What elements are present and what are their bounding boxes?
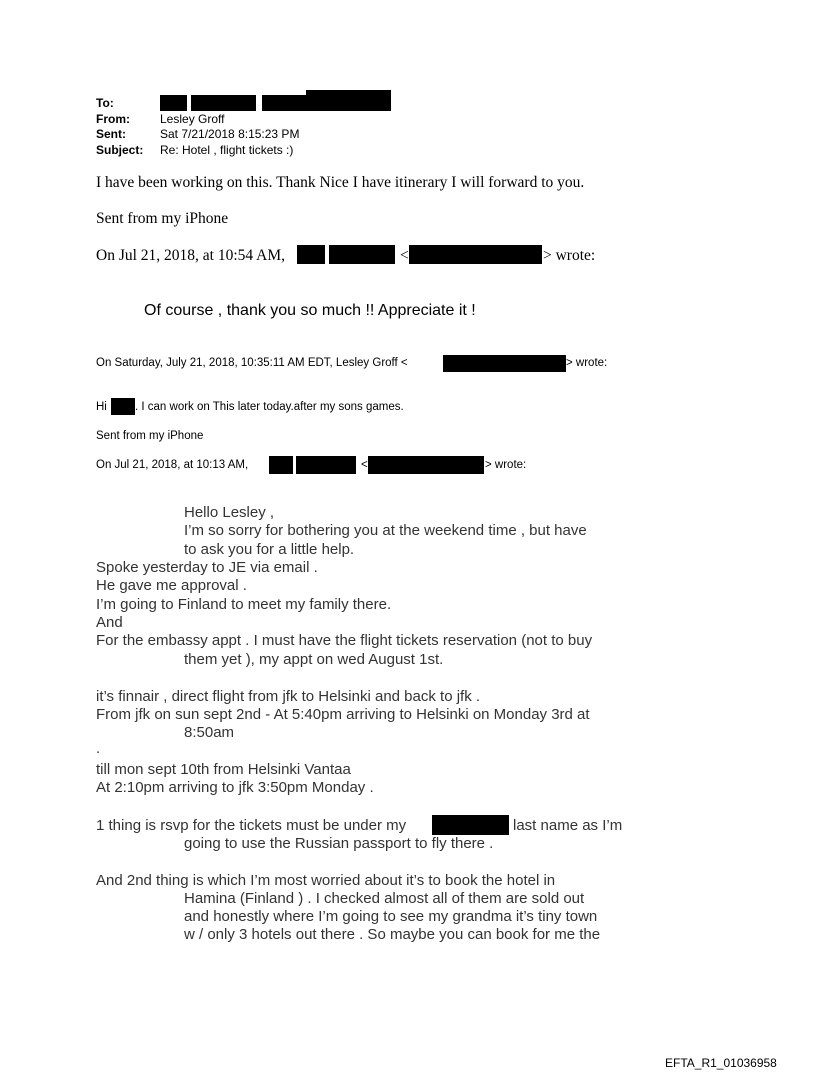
subject-label: Subject: xyxy=(96,143,144,157)
redaction-box xyxy=(111,398,135,415)
message-line: till mon sept 10th from Helsinki Vantaa xyxy=(96,761,351,778)
message-line: Spoke yesterday to JE via email . xyxy=(96,559,318,576)
message-line: Hamina (Finland ) . I checked almost all of them are sold out xyxy=(184,890,585,907)
message-line: And xyxy=(96,614,123,631)
redaction-box xyxy=(191,95,256,111)
message-line: I’m so sorry for bothering you at the weekend time , but have xyxy=(184,522,587,539)
sent-value: Sat 7/21/2018 8:15:23 PM xyxy=(160,127,300,141)
quote-wrote: > wrote: xyxy=(566,357,608,369)
message-line: to ask you for a little help. xyxy=(184,541,355,558)
redaction-box xyxy=(329,245,395,264)
quote-wrote: > wrote: xyxy=(543,247,596,264)
redaction-box xyxy=(160,95,187,111)
sent-from-line: Sent from my iPhone xyxy=(96,210,229,227)
message-line: it’s finnair , direct flight from jfk to Helsinki and back to jfk . xyxy=(96,688,481,705)
quote-bracket: < xyxy=(400,247,409,264)
message-line: w / only 3 hotels out there . So maybe you can book for me the xyxy=(184,926,601,943)
message-line: 1 thing is rsvp for the tickets must be under my xyxy=(96,817,407,834)
redaction-box xyxy=(262,95,306,111)
redaction-box xyxy=(443,355,566,372)
reply-body: . I can work on This later today.after my sons games. xyxy=(135,401,404,413)
message-line: last name as I’m xyxy=(513,817,623,834)
redaction-box xyxy=(297,245,325,264)
redaction-box xyxy=(269,456,293,474)
message-line: At 2:10pm arriving to jfk 3:50pm Monday . xyxy=(96,779,374,796)
redaction-box xyxy=(306,90,391,111)
sent-from-line: Sent from my iPhone xyxy=(96,430,204,442)
message-line: And 2nd thing is which I’m most worried about it’s to book the hotel in xyxy=(96,872,556,889)
sent-label: Sent: xyxy=(96,127,126,141)
message-line: . xyxy=(96,740,101,757)
redaction-box xyxy=(409,245,542,264)
message-line: them yet ), my appt on wed August 1st. xyxy=(184,651,444,668)
quote-bracket: < xyxy=(361,459,368,471)
quote-header: On Jul 21, 2018, at 10:54 AM, xyxy=(96,247,286,264)
quote-header: On Jul 21, 2018, at 10:13 AM, xyxy=(96,459,249,471)
reply-body: Of course , thank you so much !! Appreciate it ! xyxy=(144,302,476,319)
reply-body: I have been working on this. Thank Nice I have itinerary I will forward to you. xyxy=(96,174,585,191)
message-line: From jfk on sun sept 2nd - At 5:40pm arriving to Helsinki on Monday 3rd at xyxy=(96,706,590,723)
bates-number: EFTA_R1_01036958 xyxy=(665,1056,777,1070)
quote-wrote: > wrote: xyxy=(485,459,527,471)
from-value: Lesley Groff xyxy=(160,112,225,126)
message-line: 8:50am xyxy=(184,724,235,741)
redaction-box xyxy=(296,456,356,474)
message-line: He gave me approval . xyxy=(96,577,247,594)
reply-greeting: Hi xyxy=(96,401,107,413)
message-line: Hello Lesley , xyxy=(184,504,275,521)
message-line: going to use the Russian passport to fly there . xyxy=(184,835,494,852)
message-line: I’m going to Finland to meet my family there. xyxy=(96,596,392,613)
to-label: To: xyxy=(96,96,114,110)
redaction-box xyxy=(432,815,509,835)
quote-header: On Saturday, July 21, 2018, 10:35:11 AM EDT, Lesley Groff < xyxy=(96,357,408,369)
message-line: For the embassy appt . I must have the flight tickets reservation (not to buy xyxy=(96,632,593,649)
subject-value: Re: Hotel , flight tickets :) xyxy=(160,143,294,157)
redaction-box xyxy=(368,456,484,474)
from-label: From: xyxy=(96,112,130,126)
message-line: and honestly where I’m going to see my grandma it’s tiny town xyxy=(184,908,598,925)
